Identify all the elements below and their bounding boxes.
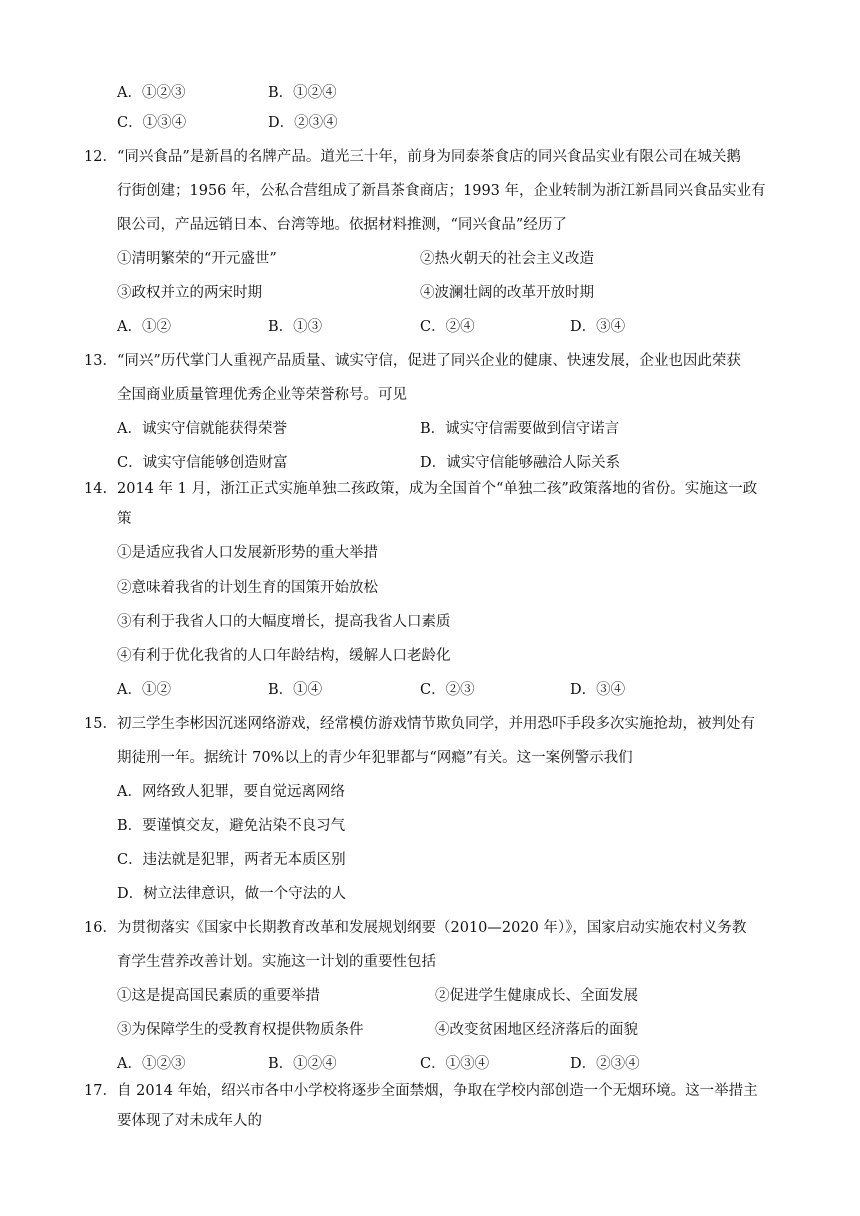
q11-option-b: B．①②④: [268, 85, 337, 101]
q13-option-d: D．诚实守信能够融洽人际关系: [420, 455, 621, 471]
q12-statement-2: ②热火朝天的社会主义改造: [420, 251, 594, 267]
question-number: 13．: [84, 353, 117, 369]
q11-option-a: A．①②③: [117, 85, 186, 101]
q13-stem-line-2: 全国商业质量管理优秀企业等荣誉称号。可见: [117, 387, 407, 403]
q12-stem-line-3: 限公司，产品远销日本、台湾等地。依据材料推测，“同兴食品”经历了: [117, 217, 567, 233]
q13-option-b: B．诚实守信需要做到信守诺言: [420, 421, 620, 437]
q12-statement-4: ④波澜壮阔的改革开放时期: [420, 285, 594, 301]
q16-statement-3: ③为保障学生的受教育权提供物质条件: [117, 1022, 364, 1038]
q15-stem-line-2: 期徒刑一年。据统计 70%以上的青少年犯罪都与“网瘾”有关。这一案例警示我们: [117, 750, 633, 766]
q12-statement-3: ③政权并立的两宋时期: [117, 285, 262, 301]
q14-option-a: A．①②: [117, 682, 171, 698]
q14-stem-line-2: 策: [117, 511, 132, 527]
question-number: 17．: [84, 1083, 117, 1099]
q16-statement-4: ④改变贫困地区经济落后的面貌: [435, 1022, 638, 1038]
q14-stem-line-1: 2014 年 1 月，浙江正式实施单独二孩政策，成为全国首个“单独二孩”政策落地的省份。实施这一政: [117, 481, 758, 497]
q15-option-d: D．树立法律意识，做一个守法的人: [117, 886, 347, 902]
q16-option-a: A．①②③: [117, 1056, 186, 1072]
q14-option-d: D．③④: [570, 682, 626, 698]
q14-statement-2: ②意味着我省的计划生育的国策开始放松: [117, 580, 378, 596]
q13-stem-line-1: “同兴”历代掌门人重视产品质量、诚实守信，促进了同兴企业的健康、快速发展，企业也因此荣获: [117, 353, 741, 369]
q14-option-b: B．①④: [268, 682, 323, 698]
question-number: 16．: [84, 920, 117, 936]
q12-option-a: A．①②: [117, 319, 171, 335]
q16-stem-line-2: 育学生营养改善计划。实施这一计划的重要性包括: [117, 954, 436, 970]
q11-option-c: C．①③④: [117, 115, 187, 131]
q14-option-c: C．②③: [420, 682, 475, 698]
q15-option-a: A．网络致人犯罪，要自觉远离网络: [117, 784, 345, 800]
q12-stem-line-2: 行街创建；1956 年，公私合营组成了新昌茶食商店；1993 年，企业转制为浙江新昌同兴食品实业有: [117, 183, 766, 199]
q16-option-d: D．②③④: [570, 1056, 640, 1072]
q15-option-c: C．违法就是犯罪，两者无本质区别: [117, 852, 346, 868]
q11-option-d: D．②③④: [268, 115, 338, 131]
q16-stem-line-1: 为贯彻落实《国家中长期教育改革和发展规划纲要（2010—2020 年）》，国家启动实施农村义务教: [117, 920, 747, 936]
q16-statement-2: ②促进学生健康成长、全面发展: [435, 988, 638, 1004]
question-number: 15．: [84, 716, 117, 732]
question-number: 12．: [84, 149, 117, 165]
q14-statement-4: ④有利于优化我省的人口年龄结构，缓解人口老龄化: [117, 648, 451, 664]
q13-option-c: C．诚实守信能够创造财富: [117, 455, 288, 471]
q17-stem-line-2: 要体现了对未成年人的: [117, 1113, 262, 1129]
q12-stem-line-1: “同兴食品”是新昌的名牌产品。道光三十年，前身为同泰茶食店的同兴食品实业有限公司在城关鹅: [117, 149, 741, 165]
q14-statement-3: ③有利于我省人口的大幅度增长，提高我省人口素质: [117, 614, 451, 630]
q17-stem-line-1: 自 2014 年始，绍兴市各中小学校将逐步全面禁烟，争取在学校内部创造一个无烟环境。这一举措主: [117, 1083, 758, 1099]
q16-statement-1: ①这是提高国民素质的重要举措: [117, 988, 320, 1004]
q16-option-c: C．①③④: [420, 1056, 490, 1072]
q16-option-b: B．①②④: [268, 1056, 337, 1072]
q14-statement-1: ①是适应我省人口发展新形势的重大举措: [117, 545, 378, 561]
q13-option-a: A．诚实守信就能获得荣誉: [117, 421, 287, 437]
q12-statement-1: ①清明繁荣的“开元盛世”: [117, 251, 277, 267]
q12-option-c: C．②④: [420, 319, 475, 335]
q15-option-b: B．要谨慎交友，避免沾染不良习气: [117, 818, 346, 834]
q12-option-b: B．①③: [268, 319, 323, 335]
q15-stem-line-1: 初三学生李彬因沉迷网络游戏，经常模仿游戏情节欺负同学，并用恐吓手段多次实施抢劫，被判处有: [117, 716, 755, 732]
question-number: 14.: [84, 481, 108, 497]
q12-option-d: D．③④: [570, 319, 626, 335]
